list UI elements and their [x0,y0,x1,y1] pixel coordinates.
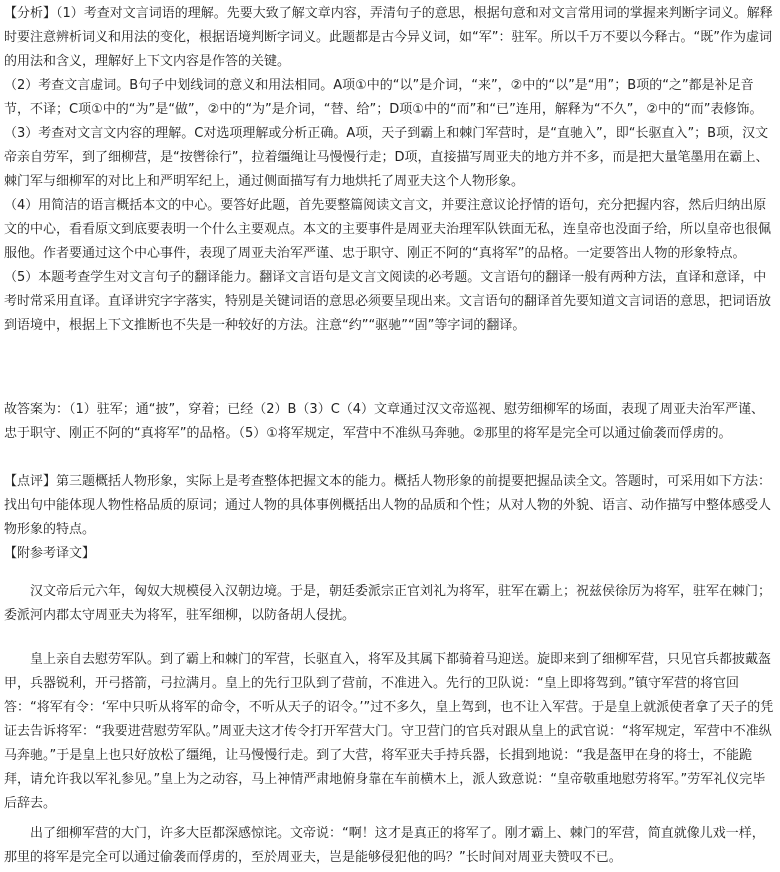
translation-paragraph-block-1 [4,580,776,628]
analysis-paragraph-5: （5）本题考查学生对文言句子的翻译能力。翻译文言语句是文言文阅读的必考题。文言语句的翻译一般有两种方法，直译和意译，中考时常采用直译。直译讲究字字落实，特别是关键词语的意思必须要呈现出来。文言语句的翻译首先要知道文言词语的意思，把词语放到语境中，根据上下文推断也不失是一种较好的方法。注意“约”“驱驰”“固”等字词的翻译。 [4,270,772,333]
watermark: ​ [324,120,336,176]
comment-paragraph: 【点评】第三题概括人物形象，实际上是考查整体把握文本的能力。概括人物形象的前提要把握品读全文。答题时，可采用如下方法：找出句中能体现人物性格品质的原词；通过人物的具体事例概括出人物的品质和个性；从对人物的外貌、语言、动作描写中整体感受人物形象的特点。 [4,474,772,537]
answer-paragraph: 故答案为：（1）驻军；通“披”，穿着；已经（2）B（3）C（4）文章通过汉文帝巡视、慰劳细柳军的场面，表现了周亚夫治军严谨、忠于职守、刚正不阿的“真将军”的品格。（5）①将军规定，军营中不准纵马奔驰。②那里的将军是完全可以通过偷袭而俘虏的。 [4,402,765,441]
answer-section [4,398,776,446]
translation-paragraph-block-2 [4,648,776,816]
analysis-paragraph-3: （3）考查对文言文内容的理解。C对选项理解或分析正确。A项，天子到霸上和棘门军营时，是“直驰入”，即“长驱直入”；B项，汉文帝亲自劳军，到了细柳营，是“按辔徐行”，拉着缰绳让马慢慢行走；D项，直接描写周亚夫的地方并不多，而是把大量笔墨用在霸上、棘门军与细柳军的对比上和严明军纪上，通过侧面描写有力地烘托了周亚夫这个人物形象。 [4,126,769,189]
translation-paragraph-block-3 [4,822,776,870]
watermark: ​ [474,520,486,576]
translation-paragraph-2: 皇上亲自去慰劳军队。到了霸上和棘门的军营，长驱直入，将军及其属下都骑着马迎送。旋即来到了细柳军营，只见官兵都披戴盔甲，兵器锐利，开弓搭箭，弓拉满月。皇上的先行卫队到了营前，不准进入。先行的卫队说：“皇上即将驾到。”镇守军营的将官回答：“将军有令：‘军中只听从将军的命令，不听从天子的诏令。’”过不多久，皇上驾到，也不让入军营。于是皇上就派使者拿了天子的凭证去告诉将军：“我要进营慰劳军队。”周亚夫这才传令打开军营大门。守卫营门的官兵对跟从皇上的武官说：“将军规定，军营中不准纵马奔驰。”于是皇上也只好放松了缰绳，让马慢慢行走。到了大营，将军亚夫手持兵器，长揖到地说：“我是盔甲在身的将士，不能跪拜，请允许我以军礼参见。”皇上为之动容，马上神情严肃地俯身靠在车前横木上，派人致意说：“皇帝敬重地慰劳将军。”劳军礼仪完毕后辞去。 [4,652,774,811]
analysis-paragraph-1: 【分析】（1）考查对文言词语的理解。先要大致了解文章内容，弄清句子的意思，根据句意和对文言常用词的掌握来判断字词义。解释时要注意辨析词义和用法的变化，根据语境判断字词义。此题都是古今异义词，如“军”：驻军。所以千万不要以今释古。“既”作为虚词的用法和含义，理解好上下文内容是作答的关键。 [4,6,773,69]
analysis-paragraph-4: （4）用简洁的语言概括本文的中心。要答好此题，首先要整篇阅读文言文，并要注意议论抒情的语句，充分把握内容，然后归纳出原文的中心，看看原文到底要表明一个什么主要观点。本文的主要事件是周亚夫治理军队铁面无私，连皇帝也没面子给，所以皇帝也很佩服他。作者要通过这个中心事件，表现了周亚夫治军严谨、忠于职守、刚正不阿的“真将军”的品格。一定要答出人物的形象特点。 [4,198,772,261]
analysis-section [4,2,776,338]
translation-paragraph-1: 汉文帝后元六年，匈奴大规模侵入汉朝边境。于是，朝廷委派宗正官刘礼为将军，驻军在霸上；祝兹侯徐厉为将军，驻军在棘门；委派河内郡太守周亚夫为将军，驻军细柳，以防备胡人侵扰。 [4,584,772,623]
comment-section [4,470,776,566]
translation-heading: 【附参考译文】 [4,546,96,561]
analysis-paragraph-2: （2）考查文言虚词。B句子中划线词的意义和用法相同。A项①中的“以”是介词，“来”，②中的“以”是“用”；B项的“之”都是补足音节，不译；C项①中的“为”是“做”，②中的“为”是介词，“替、给”；D项①中的“而”和“已”连用，解释为“不久”，②中的“而”表修饰。 [4,78,763,117]
translation-paragraph-3: 出了细柳军营的大门，许多大臣都深感惊诧。文帝说：“啊！这才是真正的将军了。刚才霸上、棘门的军营，简直就像儿戏一样，那里的将军是完全可以通过偷袭而俘虏的，至於周亚夫，岂是能够侵犯他的吗？”长时间对周亚夫赞叹不已。 [4,826,765,865]
